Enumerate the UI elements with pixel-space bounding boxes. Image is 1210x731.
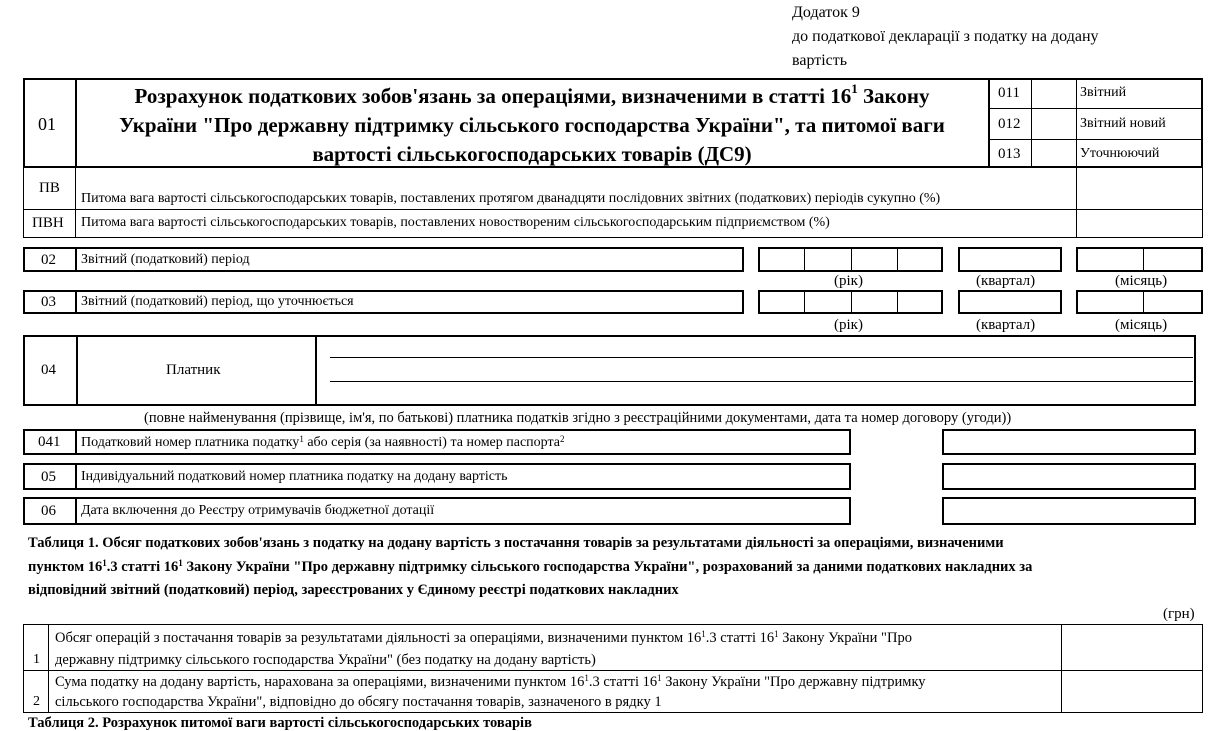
table1-title-l2c: Закону України "Про державну підтримку сільського господарства України", розрахований за даними податкових накладних за: [182, 559, 1033, 575]
period-02-quarter-caption: (квартал): [976, 273, 1036, 289]
type-checkbox-013[interactable]: [1032, 140, 1075, 167]
pvn-label: Питома вага вартості сільськогосподарських товарів, поставлених новоствореним сільськогосподарським підприємством (%): [81, 215, 830, 230]
pv-label: Питома вага вартості сільськогосподарських товарів, поставлених протягом дванадцяти послідовних звітних (податкових) періодів сукупно (%): [81, 191, 941, 206]
payer-name-line-2[interactable]: [330, 381, 1193, 382]
id-041-sup2: 2: [560, 434, 565, 444]
table1-row2-sup1: 1: [584, 673, 589, 683]
table1-unit: (грн): [1163, 606, 1195, 622]
table1-row2-line1: [55, 674, 926, 690]
table1-title-sup1: 1: [102, 558, 107, 568]
type-checkbox-011[interactable]: [1032, 79, 1075, 108]
id-041-code: 041: [38, 434, 61, 450]
pvn-code: ПВН: [32, 215, 64, 231]
period-03-quarter-field[interactable]: [958, 290, 1062, 314]
payer-label: Платник: [166, 362, 221, 378]
table1-title-l2b: .3 статті 16: [106, 559, 179, 575]
id-041-label-text: Податковий номер платника податку: [81, 435, 300, 450]
id-06-label: Дата включення до Реєстру отримувачів бюджетної дотації: [81, 503, 435, 518]
table1-row1-line1: [55, 630, 912, 646]
table1-row1-l1a: Обсяг операцій з постачання товарів за результатами діяльності за операціями, визначеними пунктом 16: [55, 630, 702, 646]
table1-row2-line2: сільського господарства України", відповідно до обсягу постачання товарів, зазначеного в рядку 1: [55, 694, 662, 710]
table1-title-l2a: пунктом 16: [28, 559, 103, 575]
table1-title-line1: Таблиця 1. Обсяг податкових зобов'язань з податку на додану вартість з постачання товарів за результатами діяльності за операціями, визначеними: [28, 535, 1004, 551]
table1-title-sup2: 1: [178, 558, 183, 568]
payer-caption: (повне найменування (прізвище, ім'я, по батькові) платника податків згідно з реєстраційними документами, дата та номер договору (угоди)): [144, 410, 1012, 426]
table1-row1-value[interactable]: [1062, 625, 1202, 670]
form-title-line2: України "Про державну підтримку сільського господарства України", та питомої ваги: [119, 113, 945, 137]
period-03-month-field[interactable]: [1076, 290, 1203, 314]
period-02-month-field[interactable]: [1076, 247, 1203, 272]
type-code-011: 011: [998, 85, 1020, 101]
form-title-line1-end: Закону: [857, 84, 930, 108]
type-label-clarifying: Уточнюючий: [1080, 146, 1160, 161]
type-label-reporting: Звітний: [1080, 85, 1127, 100]
id-06-code: 06: [41, 503, 56, 519]
table1-row2-num: 2: [33, 694, 40, 709]
payer-name-line-1[interactable]: [330, 357, 1193, 358]
period-03-month-caption: (місяць): [1115, 317, 1168, 333]
pv-value-field[interactable]: [1077, 168, 1202, 209]
form-title-sup: 1: [851, 81, 858, 96]
payer-code: 04: [41, 362, 56, 378]
period-03-year-caption: (рік): [834, 317, 863, 333]
table1-row2-l1c: Закону України "Про державну підтримку: [661, 674, 926, 690]
table1-row1-num: 1: [33, 652, 40, 667]
id-041-sup1: 1: [299, 434, 304, 444]
form-title-line3: вартості сільськогосподарських товарів (ДС9): [312, 142, 752, 166]
table1-row1-sup1: 1: [701, 629, 706, 639]
form-title: [78, 82, 986, 169]
id-041-label: [81, 435, 565, 451]
table2-title: Таблиця 2. Розрахунок питомої ваги вартості сільськогосподарських товарів: [28, 715, 532, 731]
type-label-reporting-new: Звітний новий: [1080, 116, 1166, 131]
addendum-subtitle-end: вартість: [792, 52, 848, 69]
table1-row1-sup2: 1: [774, 629, 779, 639]
id-05-label: Індивідуальний податковий номер платника податку на додану вартість: [81, 469, 508, 484]
table1-row1-l1b: .3 статті 16: [705, 630, 775, 646]
period-02-year-caption: (рік): [834, 273, 863, 289]
header-code: 01: [38, 114, 56, 134]
table1-row1-l1c: Закону України "Про: [778, 630, 912, 646]
id-041-label-mid: або серія (за наявності) та номер паспорта: [303, 435, 560, 450]
id-05-code: 05: [41, 469, 56, 485]
form-title-line1: Розрахунок податкових зобов'язань за операціями, визначеними в статті 16: [134, 84, 852, 108]
period-02-month-caption: (місяць): [1115, 273, 1168, 289]
addendum-subtitle: до податкової декларації з податку на додану: [792, 28, 1099, 45]
period-03-label: Звітний (податковий) період, що уточнюється: [81, 294, 354, 309]
table1-title-line3: відповідний звітний (податковий) період, зареєстрованих у Єдиному реєстрі податкових накладних: [28, 582, 679, 598]
pv-code: ПВ: [39, 180, 60, 196]
type-code-012: 012: [998, 116, 1021, 132]
id-06-value-field[interactable]: [942, 497, 1196, 525]
id-041-value-field[interactable]: [942, 429, 1196, 455]
pvn-value-field[interactable]: [1077, 210, 1202, 237]
type-checkbox-012[interactable]: [1032, 109, 1075, 139]
period-02-label: Звітний (податковий) період: [81, 252, 250, 267]
table1-row2-l1a: Сума податку на додану вартість, нарахована за операціями, визначеними пунктом 16: [55, 674, 585, 690]
type-code-013: 013: [998, 146, 1021, 162]
table1-row2-l1b: .3 статті 16: [588, 674, 658, 690]
table1-row2-value[interactable]: [1062, 671, 1202, 712]
id-05-value-field[interactable]: [942, 463, 1196, 490]
table1-row2-sup2: 1: [657, 673, 662, 683]
period-03-code: 03: [41, 294, 56, 310]
period-03-quarter-caption: (квартал): [976, 317, 1036, 333]
addendum-title: Додаток 9: [792, 4, 860, 21]
period-02-quarter-field[interactable]: [958, 247, 1062, 272]
table1-title-line2: [28, 559, 1032, 575]
period-02-code: 02: [41, 252, 56, 268]
table1-row1-line2: державну підтримку сільського господарства України" (без податку на додану вартість): [55, 652, 596, 668]
